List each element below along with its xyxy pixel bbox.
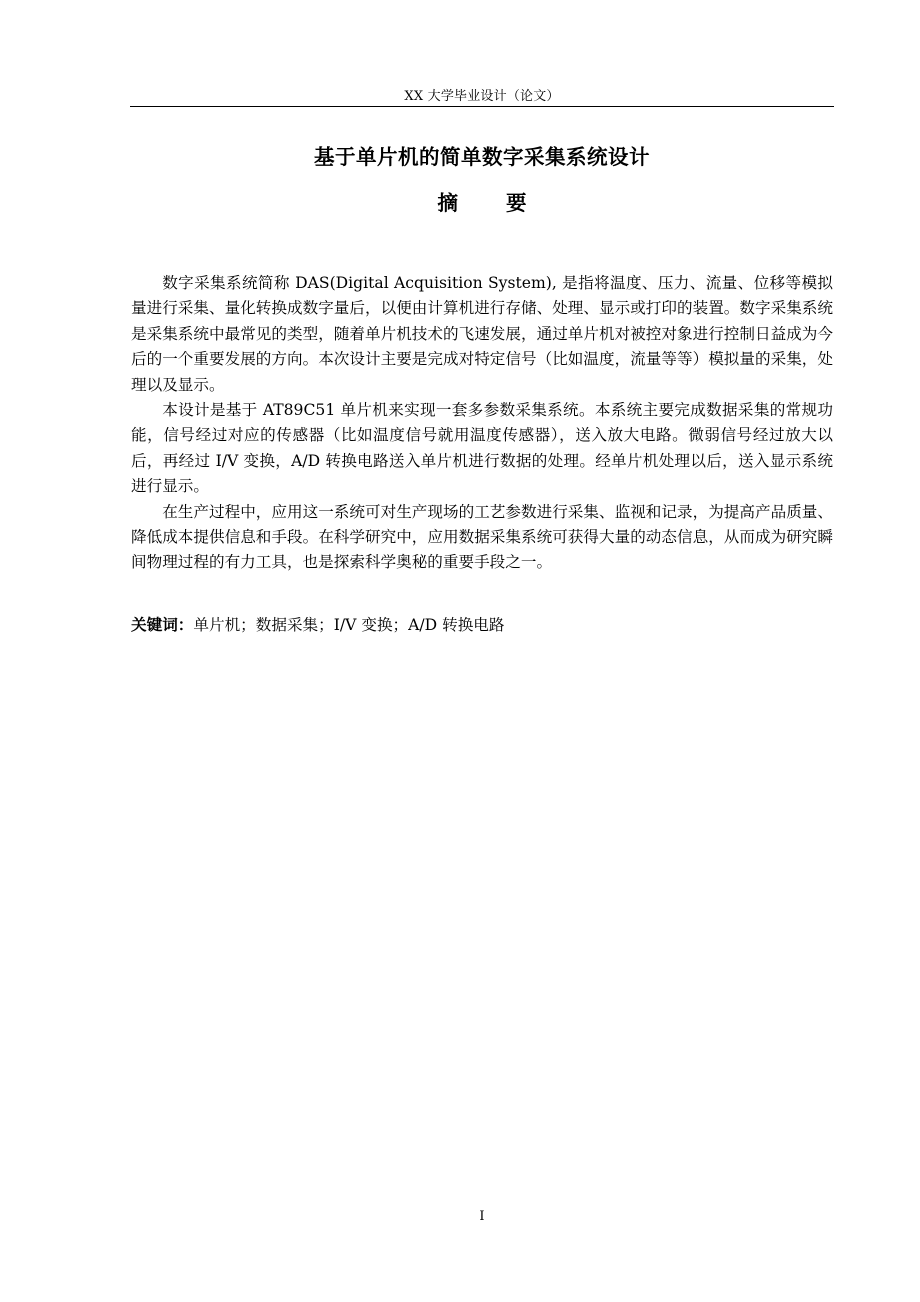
abstract-body	[131, 271, 833, 576]
keywords-value: 单片机；数据采集；I/V 变换；A/D 转换电路	[193, 616, 505, 634]
abstract-paragraph-2: 本设计是基于 AT89C51 单片机来实现一套多参数采集系统。本系统主要完成数据采集的常规功能，信号经过对应的传感器（比如温度信号就用温度传感器），送入放大电路。微弱信号经过放大以后，再经过 I/V 变换，A/D 转换电路送入单片机进行数据的处理。经单片机处理以后，送入显示系统进行显示。	[131, 401, 833, 496]
document-title: 基于单片机的简单数字采集系统设计	[314, 145, 650, 169]
abstract-heading-char-2: 要	[506, 191, 527, 215]
keywords-label: 关键词：	[131, 616, 194, 634]
page-number: I	[479, 1209, 485, 1224]
abstract-heading-char-1: 摘	[437, 191, 458, 215]
abstract-heading	[130, 188, 834, 218]
header-rule	[130, 106, 834, 107]
abstract-paragraph-1: 数字采集系统简称 DAS(Digital Acquisition System), 是指将温度、压力、流量、位移等模拟量进行采集、量化转换成数字量后，以便由计算机进行存储、处理、显示或打印的装置。数字采集系统是采集系统中最常见的类型，随着单片机技术的飞速发展，通过单片机对被控对象进行控制日益成为今后的一个重要发展的方向。本次设计主要是完成对特定信号（比如温度，流量等等）模拟量的采集，处理以及显示。	[131, 274, 833, 394]
keywords-line	[131, 613, 833, 638]
abstract-paragraph-3: 在生产过程中，应用这一系统可对生产现场的工艺参数进行采集、监视和记录，为提高产品质量、降低成本提供信息和手段。在科学研究中，应用数据采集系统可获得大量的动态信息，从而成为研究瞬间物理过程的有力工具，也是探索科学奥秘的重要手段之一。	[131, 502, 833, 572]
running-header: XX 大学毕业设计（论文）	[404, 89, 560, 104]
